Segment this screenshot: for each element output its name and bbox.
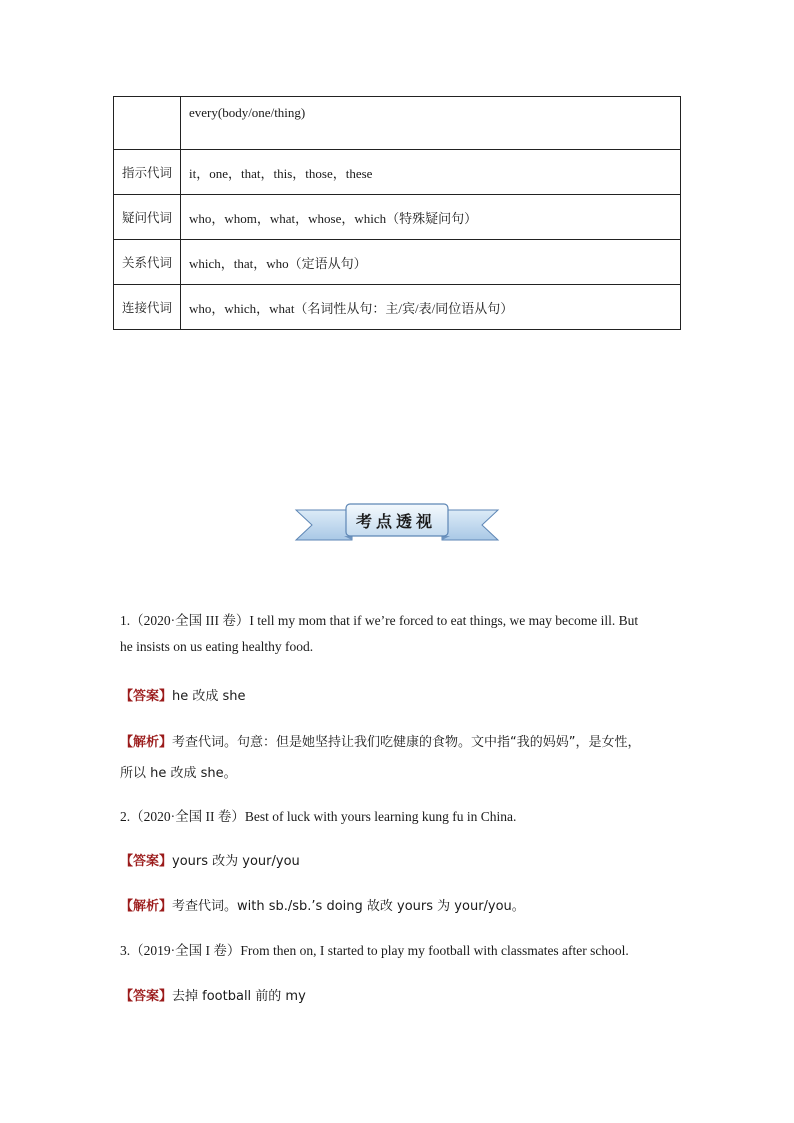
answer-text: 去掉 football 前的 my [172,989,306,1004]
table-cell-category: 疑问代词 [114,195,181,240]
table-cell-examples: every(body/one/thing) [181,97,681,150]
question-2-text: 2.（2020·全国 II 卷）Best of luck with yours learning kung fu in China. [120,809,517,824]
question-1-analysis [120,731,641,750]
analysis-tag: 【解析】 [120,899,173,914]
table-cell-examples: which，that，who（定语从句） [181,240,681,285]
table-cell-category: 指示代词 [114,150,181,195]
table-row [114,150,681,195]
answer-tag: 【答案】 [120,854,173,869]
table-row [114,240,681,285]
table-row [114,195,681,240]
answer-tag: 【答案】 [120,989,173,1004]
table-cell-examples: who，which，what（名词性从句：主/宾/表/同位语从句） [181,285,681,330]
analysis-tag: 【解析】 [120,735,173,750]
question-1-answer [120,685,246,704]
table-cell-examples: who，whom，what，whose，which（特殊疑问句） [181,195,681,240]
question-1-text: 1.（2020·全国 III 卷）I tell my mom that if we’re forced to eat things, we may become ill. But [120,613,639,628]
answer-text: he 改成 she [172,689,246,704]
question-1-analysis-cont: 所以 he 改成 she。 [120,766,237,781]
question-3-text: 3.（2019·全国 I 卷）From then on, I started to play my football with classmates after school. [120,943,629,958]
answer-text: yours 改为 your/you [172,854,300,869]
analysis-text: 考查代词。with sb./sb.’s doing 故改 yours 为 your/you。 [172,899,525,914]
table-cell-category: 关系代词 [114,240,181,285]
answer-tag: 【答案】 [120,689,173,704]
section-banner [294,502,500,544]
analysis-text: 考查代词。句意：但是她坚持让我们吃健康的食物。文中指“我的妈妈”，是女性， [172,735,641,750]
pronoun-table [113,96,681,330]
table-row [114,97,681,150]
question-3-answer [120,985,306,1004]
table-cell-examples: it，one，that，this，those，these [181,150,681,195]
table-cell-category: 连接代词 [114,285,181,330]
question-2-analysis [120,895,525,914]
table-row [114,285,681,330]
banner-title: 考点透视 [355,511,436,531]
question-2-answer [120,850,300,869]
table-cell-category [114,97,181,150]
question-1-text-cont: he insists on us eating healthy food. [120,639,314,654]
